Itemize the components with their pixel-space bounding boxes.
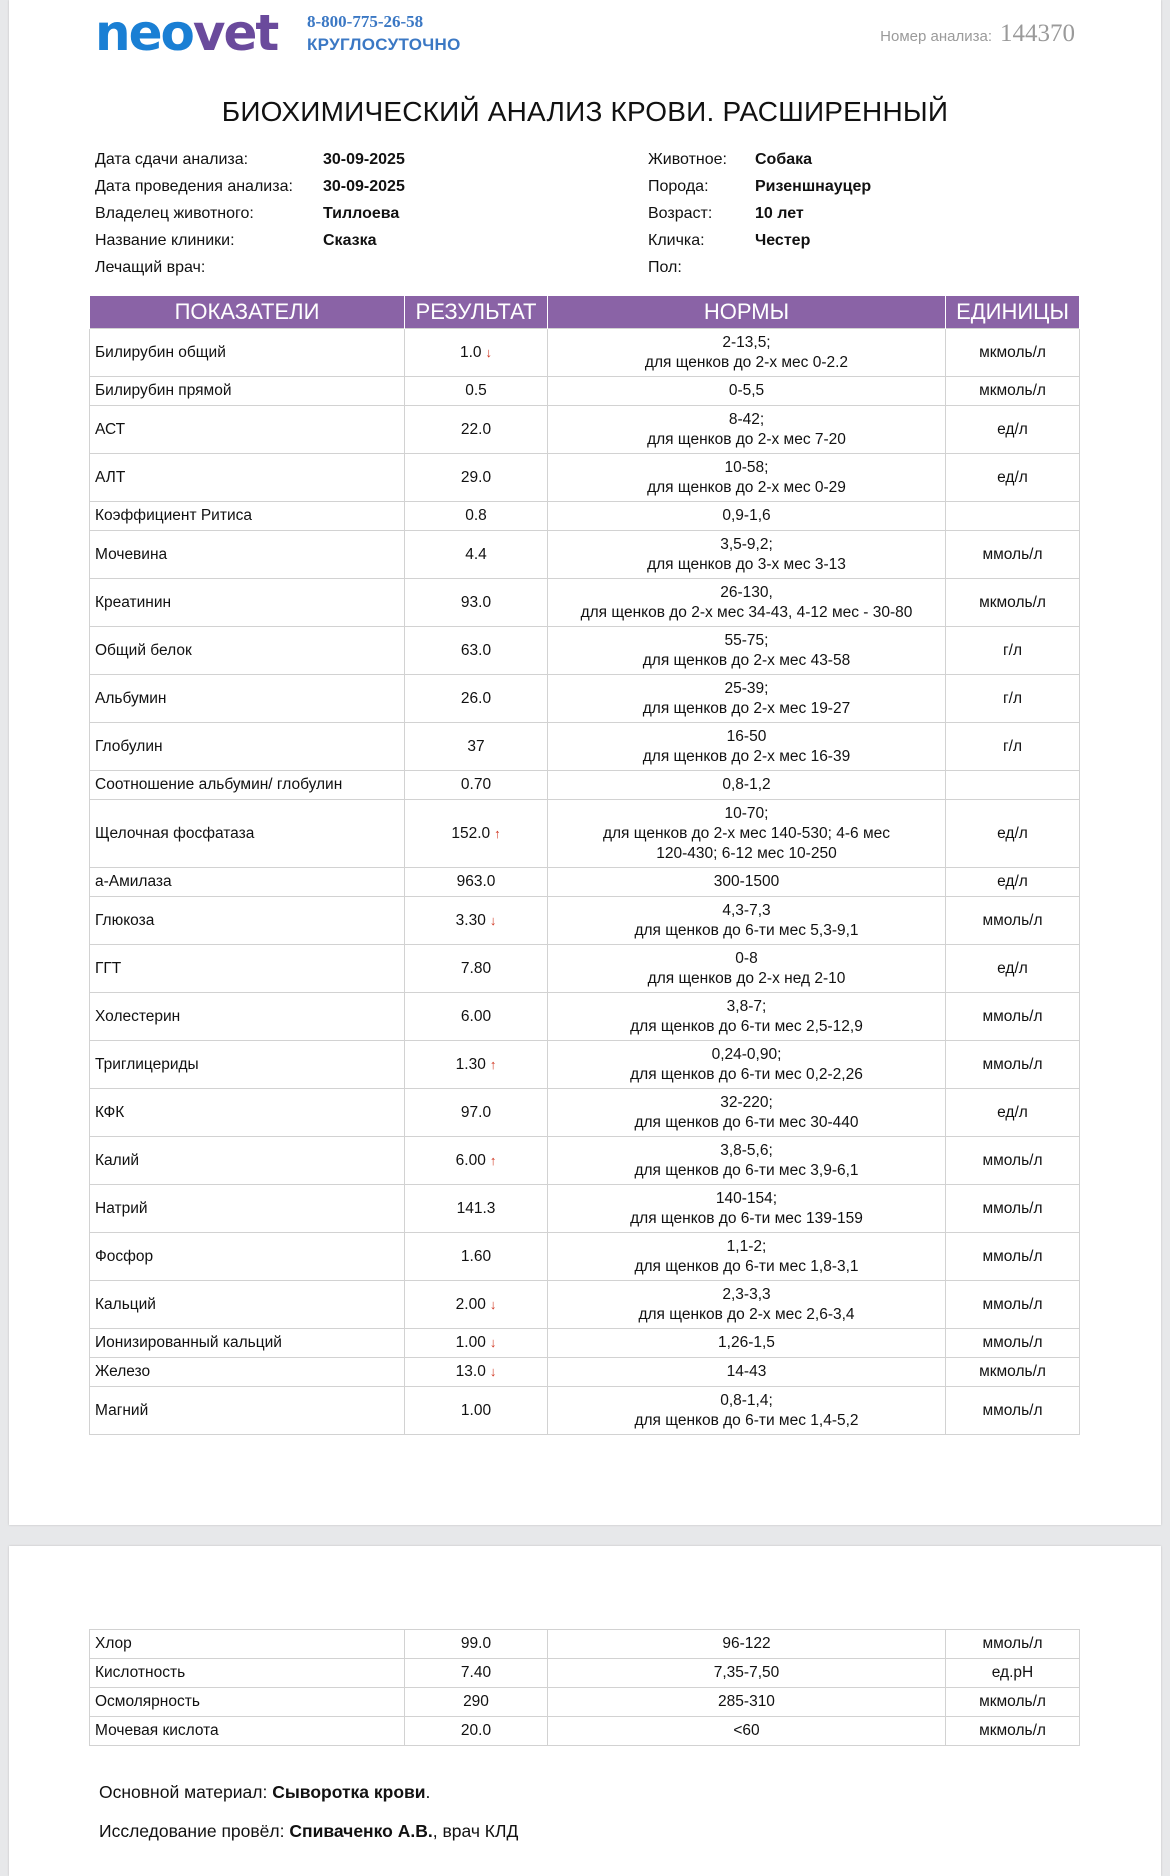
norm-line: для щенков до 6-ти мес 5,3-9,1 [634, 921, 859, 939]
table-row [90, 800, 1080, 868]
result-cell [405, 1137, 548, 1185]
result-cell [405, 329, 548, 377]
norm-line: для щенков до 6-ти мес 2,5-12,9 [630, 1017, 863, 1035]
parameter-name: Коэффициент Ритиса [90, 502, 405, 531]
norm-cell [548, 329, 946, 377]
material-line [99, 1782, 430, 1803]
norm-line: 25-39; [724, 679, 769, 697]
material-period: . [425, 1782, 431, 1802]
report-page-1 [9, 0, 1161, 1525]
results-table-continued [89, 1629, 1080, 1746]
result-cell [405, 1659, 548, 1688]
table-row [90, 1329, 1080, 1358]
unit-cell: мкмоль/л [946, 1358, 1080, 1387]
parameter-name: Железо [90, 1358, 405, 1387]
arrow-down-icon: ↓ [489, 1364, 497, 1379]
parameter-name: Билирубин прямой [90, 377, 405, 406]
norm-cell [548, 1281, 946, 1329]
norm-line: 1,26-1,5 [718, 1334, 775, 1351]
result-cell [405, 627, 548, 675]
results-table [89, 296, 1080, 1435]
norm-cell [548, 800, 946, 868]
parameter-name: АЛТ [90, 454, 405, 502]
arrow-down-icon: ↓ [485, 344, 493, 360]
table-row [90, 1387, 1080, 1435]
norm-line: 26-130, [720, 583, 773, 601]
result-value: 6.00 [460, 1007, 492, 1025]
result-value: 0.5 [465, 382, 487, 399]
unit-cell: мкмоль/л [946, 1688, 1080, 1717]
norm-line: для щенков до 6-ти мес 3,9-6,1 [634, 1161, 859, 1179]
unit-cell: ммоль/л [946, 1387, 1080, 1435]
info-row [95, 227, 405, 254]
table-row [90, 675, 1080, 723]
table-row [90, 531, 1080, 579]
result-cell [405, 406, 548, 454]
unit-cell: ед/л [946, 454, 1080, 502]
result-value: 37 [467, 737, 485, 755]
result-value: 93.0 [460, 593, 492, 611]
table-row [90, 406, 1080, 454]
norm-line: для щенков до 2-х мес 43-58 [642, 651, 851, 669]
result-cell [405, 1089, 548, 1137]
parameter-name: Холестерин [90, 993, 405, 1041]
patient-info-left [95, 146, 405, 281]
analysis-number-label: Номер анализа: [880, 28, 992, 45]
norm-cell [548, 1659, 946, 1688]
result-value: 290 [463, 1693, 489, 1710]
parameter-name: Соотношение альбумин/ глобулин [90, 771, 405, 800]
info-value: 30-09-2025 [323, 151, 405, 168]
unit-cell: ммоль/л [946, 1137, 1080, 1185]
norm-line: 1,1-2; [726, 1237, 767, 1255]
result-cell [405, 1329, 548, 1358]
table-row [90, 1089, 1080, 1137]
norm-line: 7,35-7,50 [713, 1664, 780, 1681]
unit-cell: ед.pH [946, 1659, 1080, 1688]
result-cell [405, 1387, 548, 1435]
result-cell [405, 771, 548, 800]
table-row [90, 454, 1080, 502]
norm-line: 0,9-1,6 [722, 507, 771, 524]
result-value: 3.30 [455, 911, 486, 929]
unit-cell: ед/л [946, 945, 1080, 993]
unit-cell: г/л [946, 723, 1080, 771]
norm-line: 0,8-1,2 [722, 776, 771, 793]
header-result: РЕЗУЛЬТАТ [405, 296, 548, 329]
info-row [648, 227, 871, 254]
info-label: Дата проведения анализа: [95, 178, 293, 195]
table-row [90, 1659, 1080, 1688]
info-row [95, 146, 405, 173]
parameter-name: Кислотность [90, 1659, 405, 1688]
norm-cell [548, 897, 946, 945]
info-label: Дата сдачи анализа: [95, 151, 249, 168]
parameter-name: Щелочная фосфатаза [90, 800, 405, 868]
result-cell [405, 723, 548, 771]
unit-cell: ммоль/л [946, 897, 1080, 945]
result-cell [405, 579, 548, 627]
norm-line: для щенков до 3-х мес 3-13 [647, 555, 846, 573]
table-row [90, 1233, 1080, 1281]
result-value: 29.0 [460, 468, 492, 486]
info-label: Пол: [648, 259, 682, 276]
header-parameter: ПОКАЗАТЕЛИ [90, 296, 405, 329]
result-cell [405, 502, 548, 531]
info-value: Тиллоева [323, 205, 400, 222]
parameter-name: Натрий [90, 1185, 405, 1233]
table-row [90, 1281, 1080, 1329]
norm-line: 16-50 [726, 727, 767, 745]
unit-cell: ед/л [946, 1089, 1080, 1137]
unit-cell: мкмоль/л [946, 1717, 1080, 1746]
norm-cell [548, 723, 946, 771]
parameter-name: Осмолярность [90, 1688, 405, 1717]
norm-line: для щенков до 6-ти мес 30-440 [634, 1113, 859, 1131]
parameter-name: Альбумин [90, 675, 405, 723]
table-row [90, 868, 1080, 897]
table-row [90, 579, 1080, 627]
parameter-name: ГГТ [90, 945, 405, 993]
norm-line: 0-5,5 [728, 382, 765, 399]
norm-line: для щенков до 2-х нед 2-10 [647, 969, 846, 987]
table-row [90, 897, 1080, 945]
report-title: БИОХИМИЧЕСКИЙ АНАЛИЗ КРОВИ. РАСШИРЕННЫЙ [221, 96, 949, 127]
norm-line: 3,5-9,2; [720, 535, 773, 553]
norm-line: 140-154; [715, 1189, 778, 1207]
parameter-name: Хлор [90, 1630, 405, 1659]
arrow-up-icon: ↑ [489, 1056, 497, 1072]
info-value: Ризеншнауцер [755, 178, 872, 195]
table-row [90, 627, 1080, 675]
info-label: Владелец животного: [95, 205, 254, 222]
norm-line: для щенков до 6-ти мес 0,2-2,26 [630, 1065, 863, 1083]
info-label: Животное: [648, 151, 727, 168]
table-row [90, 1137, 1080, 1185]
norm-line: 0-8 [735, 949, 758, 967]
norm-line: 96-122 [722, 1635, 771, 1652]
info-label: Порода: [648, 178, 709, 195]
norm-cell [548, 1233, 946, 1281]
result-value: 2.00 [455, 1295, 486, 1313]
info-label: Лечащий врач: [95, 259, 206, 276]
unit-cell: мкмоль/л [946, 579, 1080, 627]
table-row [90, 771, 1080, 800]
norm-cell [548, 1137, 946, 1185]
result-cell [405, 993, 548, 1041]
unit-cell: ед/л [946, 800, 1080, 868]
norm-line: 8-42; [728, 410, 765, 428]
result-value: 152.0 [451, 824, 491, 842]
norm-cell [548, 627, 946, 675]
table-row [90, 1358, 1080, 1387]
info-row [95, 254, 405, 281]
norm-line: для щенков до 2-х мес 2,6-3,4 [638, 1305, 855, 1323]
norm-line: 3,8-5,6; [720, 1141, 773, 1159]
result-value: 1.60 [460, 1247, 492, 1265]
table-row [90, 1688, 1080, 1717]
norm-cell [548, 1717, 946, 1746]
table-row [90, 377, 1080, 406]
norm-line: 55-75; [724, 631, 769, 649]
phone-number: 8-800-775-26-58 [307, 12, 424, 31]
result-cell [405, 454, 548, 502]
result-cell [405, 1185, 548, 1233]
parameter-name: Кальций [90, 1281, 405, 1329]
result-value: 0.70 [460, 776, 492, 793]
norm-cell [548, 1185, 946, 1233]
norm-line: для щенков до 2-х мес 34-43, 4-12 мес - 30-80 [580, 603, 913, 621]
result-value: 6.00 [455, 1151, 486, 1169]
info-row [95, 200, 405, 227]
result-cell [405, 945, 548, 993]
arrow-up-icon: ↑ [494, 825, 501, 841]
norm-line: для щенков до 6-ти мес 1,8-3,1 [634, 1257, 859, 1275]
result-value: 97.0 [460, 1103, 492, 1121]
performer-line [99, 1821, 518, 1842]
arrow-up-icon: ↑ [489, 1152, 497, 1168]
material-value: Сыворотка крови [272, 1782, 426, 1802]
result-value: 20.0 [460, 1722, 492, 1739]
table-row [90, 502, 1080, 531]
unit-cell: г/л [946, 675, 1080, 723]
norm-cell [548, 945, 946, 993]
unit-cell [946, 502, 1080, 531]
parameter-name: Мочевая кислота [90, 1717, 405, 1746]
unit-cell: ммоль/л [946, 1630, 1080, 1659]
parameter-name: Общий белок [90, 627, 405, 675]
table-row [90, 723, 1080, 771]
unit-cell: ммоль/л [946, 1281, 1080, 1329]
result-value: 7.80 [460, 959, 492, 977]
result-cell [405, 1630, 548, 1659]
norm-line: 120-430; 6-12 мес 10-250 [656, 844, 837, 862]
table-row [90, 993, 1080, 1041]
info-value: Собака [755, 151, 813, 168]
parameter-name: Креатинин [90, 579, 405, 627]
norm-line: 0,8-1,4; [720, 1391, 773, 1409]
unit-cell: мкмоль/л [946, 377, 1080, 406]
norm-line: для щенков до 2-х мес 7-20 [647, 430, 846, 448]
norm-line: 10-58; [724, 458, 769, 476]
result-cell [405, 1688, 548, 1717]
table-header-row [90, 296, 1080, 329]
result-cell [405, 1281, 548, 1329]
norm-line: для щенков до 2-х мес 0-29 [647, 478, 846, 496]
norm-line: для щенков до 6-ти мес 139-159 [630, 1209, 863, 1227]
table-row [90, 329, 1080, 377]
performer-name: Спиваченко А.В. [289, 1821, 433, 1841]
table-row [90, 1717, 1080, 1746]
result-value: 26.0 [460, 689, 492, 707]
unit-cell [946, 771, 1080, 800]
norm-cell [548, 502, 946, 531]
norm-cell [548, 377, 946, 406]
result-value: 7.40 [460, 1664, 492, 1681]
norm-line: 0,24-0,90; [711, 1045, 782, 1063]
result-cell [405, 1358, 548, 1387]
info-row [648, 173, 871, 200]
info-value: Честер [755, 232, 811, 249]
info-value: 30-09-2025 [323, 178, 405, 195]
parameter-name: Билирубин общий [90, 329, 405, 377]
table-row [90, 1630, 1080, 1659]
norm-cell [548, 579, 946, 627]
patient-info-right [648, 146, 871, 281]
norm-line: 32-220; [720, 1093, 773, 1111]
result-cell [405, 800, 548, 868]
norm-cell [548, 1630, 946, 1659]
norm-cell [548, 1387, 946, 1435]
result-value: 22.0 [460, 420, 492, 438]
result-value: 1.00 [460, 1401, 492, 1419]
result-value: 63.0 [460, 641, 492, 659]
info-row [95, 173, 405, 200]
result-value: 1.00 [455, 1334, 486, 1351]
material-label: Основной материал: [99, 1782, 268, 1802]
result-value: 13.0 [455, 1363, 486, 1380]
parameter-name: а-Амилаза [90, 868, 405, 897]
working-hours: КРУГЛОСУТОЧНО [307, 35, 461, 54]
norm-cell [548, 1688, 946, 1717]
result-value: 1.0 [459, 343, 482, 361]
report-page-2 [9, 1546, 1161, 1876]
norm-line: 300-1500 [713, 873, 780, 890]
info-value: Сказка [323, 232, 377, 249]
norm-line: 4,3-7,3 [722, 901, 771, 919]
header-units: ЕДИНИЦЫ [946, 296, 1080, 329]
parameter-name: Глюкоза [90, 897, 405, 945]
info-row [648, 254, 871, 281]
result-cell [405, 1717, 548, 1746]
result-value: 963.0 [456, 873, 496, 890]
norm-line: 3,8-7; [726, 997, 767, 1015]
unit-cell: мкмоль/л [946, 329, 1080, 377]
info-row [648, 200, 871, 227]
info-row [648, 146, 871, 173]
norm-cell [548, 868, 946, 897]
unit-cell: ед/л [946, 406, 1080, 454]
analysis-number-block [880, 20, 1075, 48]
parameter-name: Мочевина [90, 531, 405, 579]
result-value: 99.0 [460, 1635, 492, 1652]
result-value: 1.30 [455, 1055, 486, 1073]
norm-line: для щенков до 2-х мес 19-27 [642, 699, 851, 717]
unit-cell: ммоль/л [946, 1233, 1080, 1281]
result-cell [405, 897, 548, 945]
info-value: 10 лет [755, 205, 804, 222]
parameter-name: Триглицериды [90, 1041, 405, 1089]
result-cell [405, 377, 548, 406]
performer-label: Исследование провёл: [99, 1821, 285, 1841]
norm-line: для щенков до 2-х мес 16-39 [642, 747, 851, 765]
norm-line: для щенков до 2-х мес 140-530; 4-6 мес [602, 824, 891, 842]
norm-cell [548, 993, 946, 1041]
result-value: 0.8 [465, 507, 487, 524]
unit-cell: ммоль/л [946, 531, 1080, 579]
unit-cell: ед/л [946, 868, 1080, 897]
arrow-down-icon: ↓ [489, 912, 497, 928]
norm-cell [548, 1089, 946, 1137]
parameter-name: Ионизированный кальций [90, 1329, 405, 1358]
norm-line: 10-70; [724, 804, 769, 822]
norm-line: для щенков до 6-ти мес 1,4-5,2 [634, 1411, 859, 1429]
norm-cell [548, 771, 946, 800]
norm-cell [548, 1329, 946, 1358]
norm-line: 14-43 [726, 1363, 767, 1380]
neovet-logo: neovet [95, 4, 278, 62]
parameter-name: Глобулин [90, 723, 405, 771]
result-cell [405, 1233, 548, 1281]
info-label: Кличка: [648, 232, 705, 249]
norm-cell [548, 531, 946, 579]
norm-line: 285-310 [718, 1693, 775, 1710]
table-row [90, 945, 1080, 993]
info-label: Возраст: [648, 205, 713, 222]
results-table-continued-body [90, 1630, 1080, 1746]
norm-line: 2-13,5; [722, 333, 771, 351]
unit-cell: ммоль/л [946, 1185, 1080, 1233]
norm-cell [548, 454, 946, 502]
result-value: 4.4 [465, 545, 487, 563]
norm-cell [548, 1041, 946, 1089]
parameter-name: КФК [90, 1089, 405, 1137]
parameter-name: Магний [90, 1387, 405, 1435]
arrow-down-icon: ↓ [489, 1296, 497, 1312]
results-table-body [90, 329, 1080, 1435]
table-row [90, 1185, 1080, 1233]
parameter-name: Фосфор [90, 1233, 405, 1281]
unit-cell: ммоль/л [946, 993, 1080, 1041]
parameter-name: АСТ [90, 406, 405, 454]
result-cell [405, 868, 548, 897]
performer-title: , врач КЛД [432, 1821, 519, 1841]
result-value: 141.3 [456, 1199, 496, 1217]
norm-cell [548, 675, 946, 723]
norm-cell [548, 406, 946, 454]
result-cell [405, 675, 548, 723]
arrow-down-icon: ↓ [489, 1335, 497, 1350]
norm-line: для щенков до 2-х мес 0-2.2 [644, 353, 849, 371]
unit-cell: ммоль/л [946, 1329, 1080, 1358]
unit-cell: ммоль/л [946, 1041, 1080, 1089]
info-label: Название клиники: [95, 232, 235, 249]
unit-cell: г/л [946, 627, 1080, 675]
norm-line: 2,3-3,3 [722, 1285, 771, 1303]
header-norms: НОРМЫ [548, 296, 946, 329]
norm-cell [548, 1358, 946, 1387]
result-cell [405, 1041, 548, 1089]
result-cell [405, 531, 548, 579]
parameter-name: Калий [90, 1137, 405, 1185]
norm-line: <60 [733, 1722, 760, 1739]
analysis-number: 144370 [1000, 20, 1075, 47]
table-row [90, 1041, 1080, 1089]
